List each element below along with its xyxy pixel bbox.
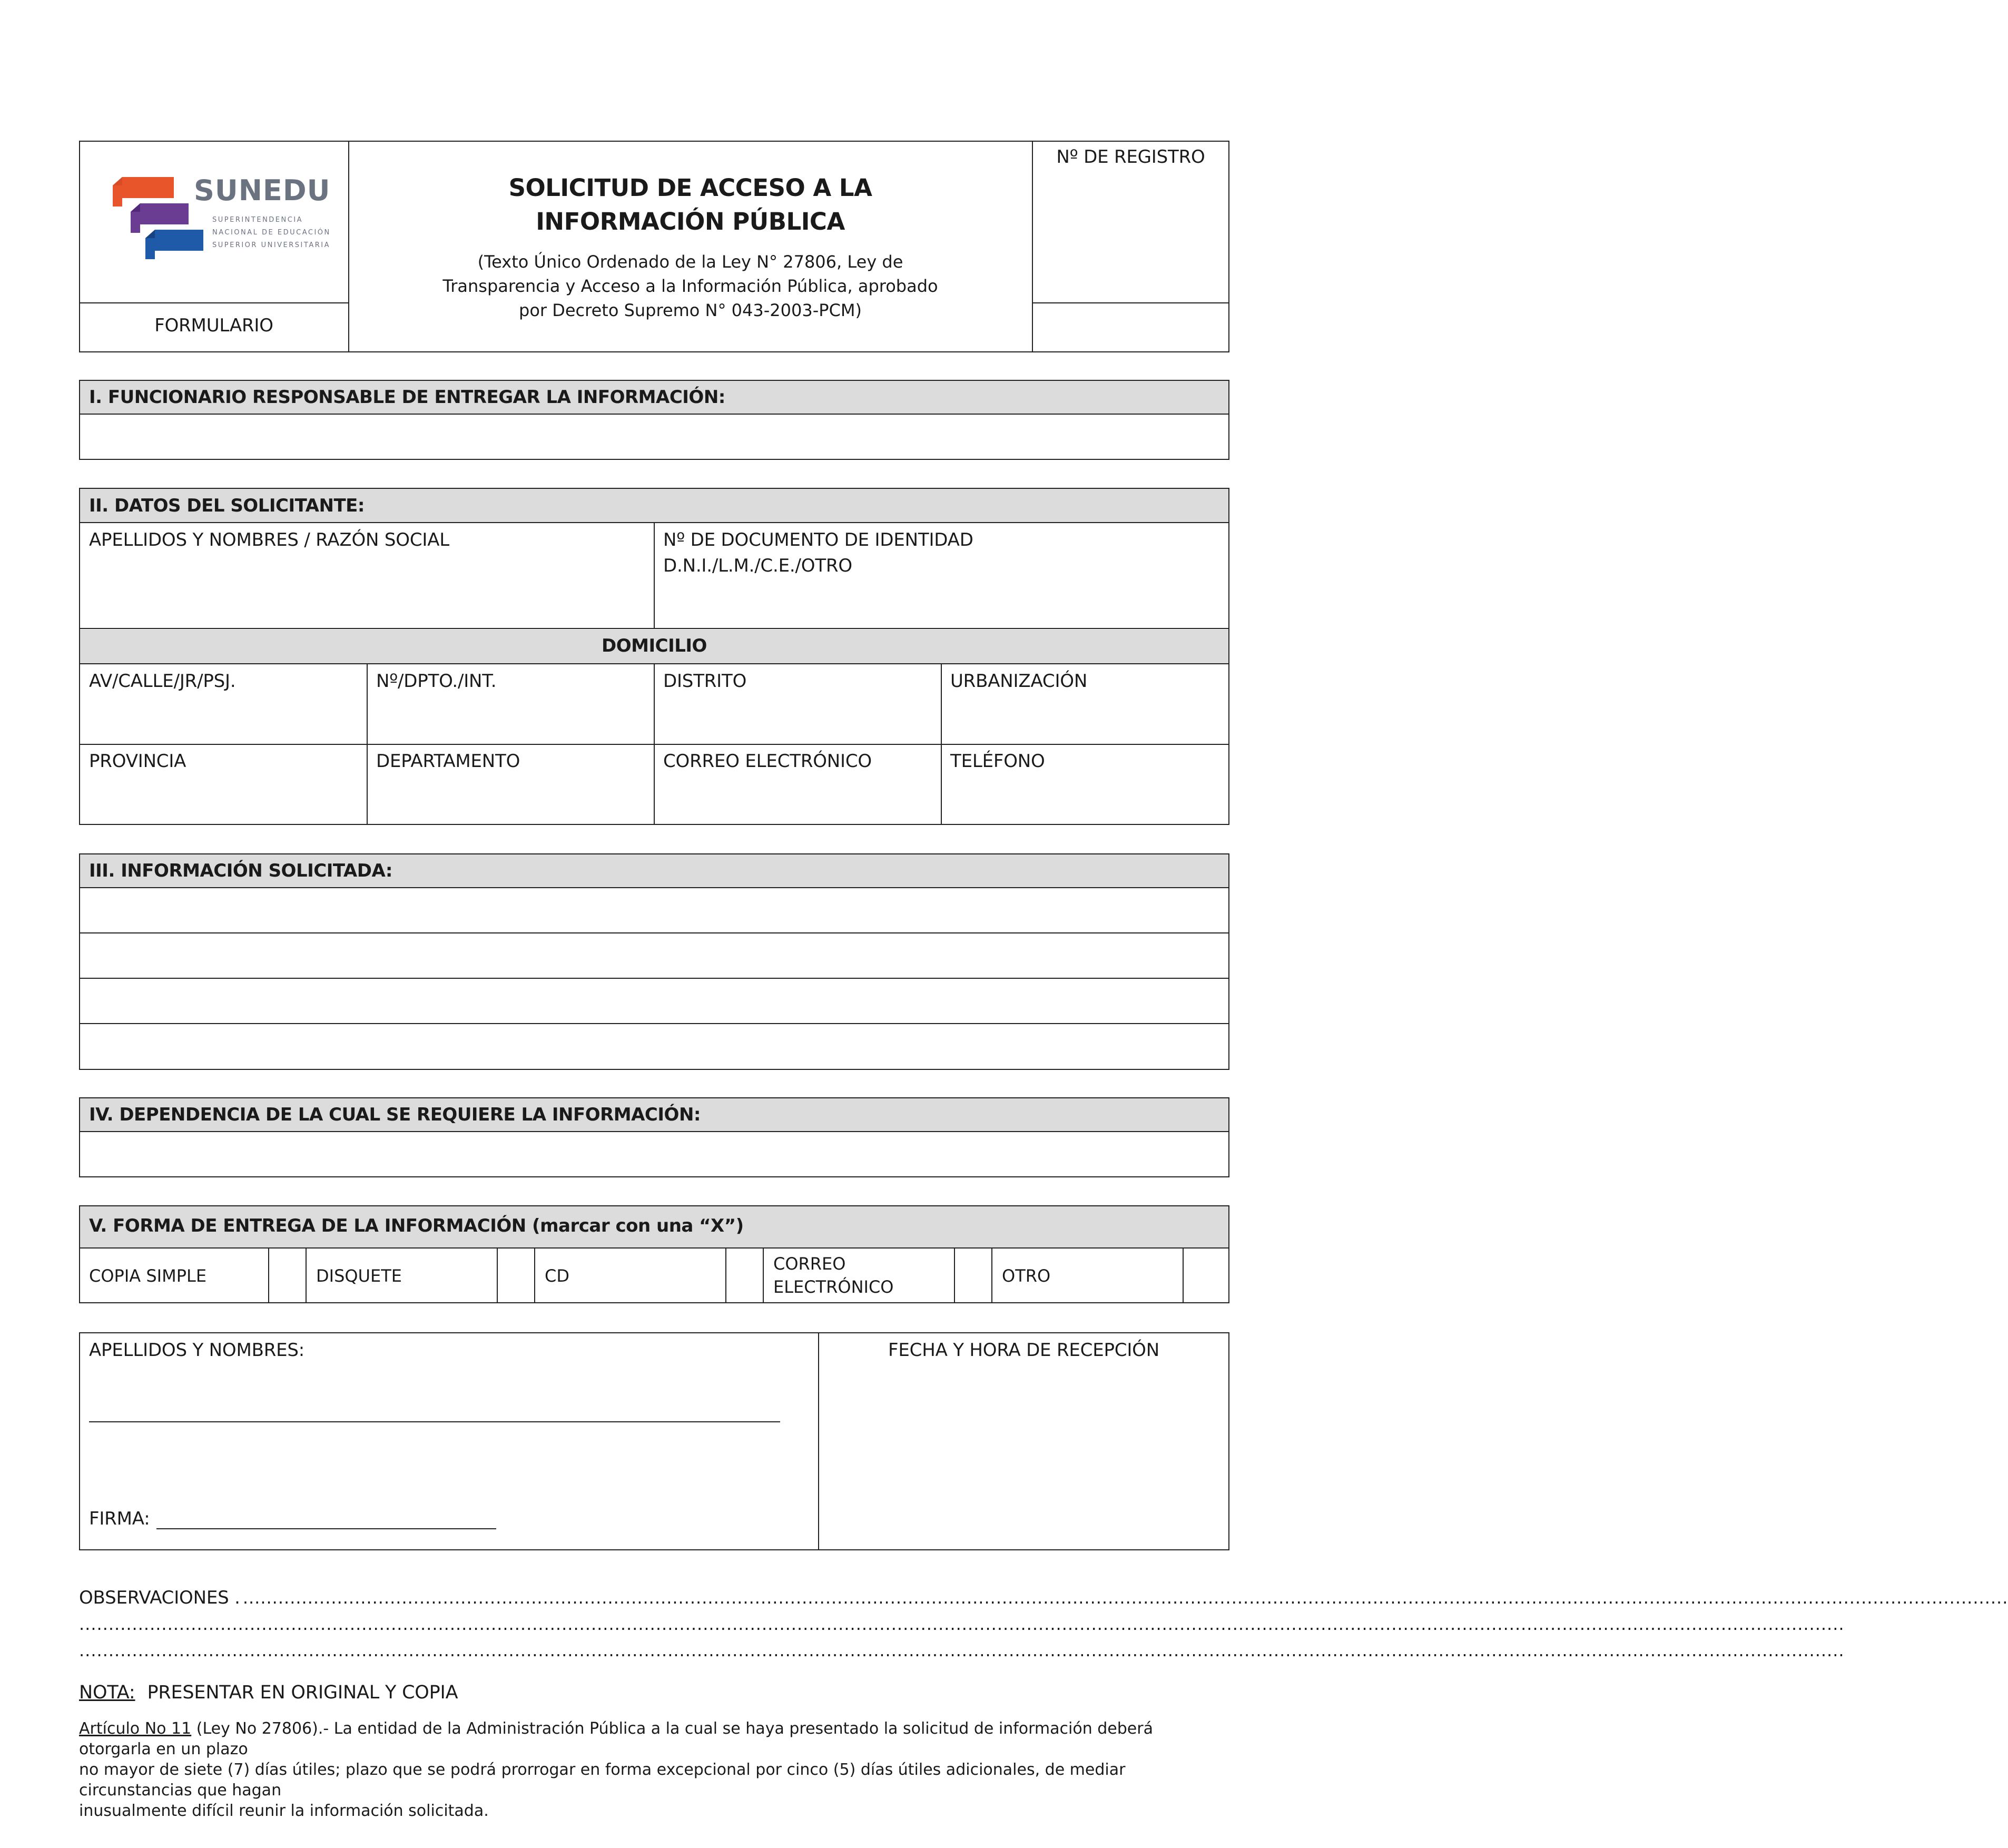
distrito-label: DISTRITO [663, 671, 747, 692]
section1-header-line [79, 414, 1229, 415]
section2-vline-top [654, 522, 655, 628]
copia-simple-checkbox[interactable] [270, 1249, 304, 1302]
section3-header-line [79, 887, 1229, 888]
section3-title: III. INFORMACIÓN SOLICITADA: [89, 860, 393, 881]
articulo-line3: inusualmente difícil reunir la información solicitada. [79, 1802, 489, 1820]
articulo-label: Artículo No 11 [79, 1719, 192, 1738]
disquete-option: DISQUETE [316, 1266, 402, 1286]
s5-vline-8 [991, 1247, 992, 1303]
fecha-recepcion-label: FECHA Y HORA DE RECEPCIÓN [888, 1340, 1159, 1361]
provincia-label: PROVINCIA [89, 751, 186, 772]
logo-name: SUNEDU [194, 174, 331, 207]
form-subtitle [349, 250, 1032, 322]
correo-option-1: CORREO [773, 1254, 846, 1274]
section4-header-line [79, 1131, 1229, 1132]
informacion-input-2[interactable] [81, 934, 1228, 977]
urbanizacion-label: URBANIZACIÓN [950, 671, 1088, 692]
signature-divider [818, 1332, 819, 1550]
section1-title: I. FUNCIONARIO RESPONSABLE DE ENTREGAR LA INFORMACIÓN: [89, 387, 725, 408]
registro-field[interactable] [1033, 304, 1228, 351]
urbanizacion-input[interactable] [942, 698, 1228, 742]
section5-title: V. FORMA DE ENTREGA DE LA INFORMACIÓN (marcar con una “X”) [89, 1215, 744, 1236]
disquete-checkbox[interactable] [498, 1249, 533, 1302]
domicilio-title: DOMICILIO [602, 635, 707, 656]
section5-header-line [79, 1247, 1229, 1249]
informacion-input-4[interactable] [81, 1025, 1228, 1068]
cd-checkbox[interactable] [727, 1249, 762, 1302]
nota-label: NOTA: [79, 1682, 135, 1703]
apellidos-label: APELLIDOS Y NOMBRES / RAZÓN SOCIAL [89, 529, 449, 551]
calle-input[interactable] [81, 698, 366, 742]
correo-label: CORREO ELECTRÓNICO [663, 751, 872, 772]
funcionario-input[interactable] [81, 415, 1228, 458]
registro-label: Nº DE REGISTRO [1056, 146, 1205, 168]
articulo-line1-text: (Ley No 27806).- La entidad de la Administración Pública a la cual se haya presentado la solicitud de información deberá otorgarla en un plazo [79, 1719, 1153, 1758]
domicilio-mid-line [79, 744, 1229, 745]
subtitle-line2: Transparencia y Acceso a la Información Pública, aprobado [442, 276, 938, 296]
distrito-input[interactable] [655, 698, 940, 742]
form-title [349, 171, 1032, 239]
articulo-line1 [79, 1718, 1229, 1759]
formulario-label: FORMULARIO [154, 315, 273, 336]
numero-label: Nº/DPTO./INT. [376, 671, 497, 692]
s5-vline-1 [268, 1247, 269, 1303]
apellidos-nombres-line[interactable] [89, 1421, 780, 1422]
title-line1: SOLICITUD DE ACCESO A LA [508, 174, 872, 202]
documento-label-2: D.N.I./L.M./C.E./OTRO [663, 555, 852, 576]
section3-row-line-1 [79, 932, 1229, 933]
logo-subtitle-line1: SUPERINTENDENCIA [212, 216, 303, 224]
observaciones-dots-1[interactable]: ............................................................................................................................................................................................................................................................................................................ [242, 1588, 2008, 1608]
observaciones-dots-2[interactable]: ............................................................................................................................................................................................................................................................................................................ [79, 1614, 1845, 1634]
telefono-label: TELÉFONO [950, 751, 1045, 772]
numero-input[interactable] [368, 698, 653, 742]
cd-option: CD [545, 1266, 569, 1286]
telefono-input[interactable] [942, 779, 1228, 823]
calle-label: AV/CALLE/JR/PSJ. [89, 671, 236, 692]
firma-line[interactable] [156, 1528, 496, 1529]
informacion-input-3[interactable] [81, 979, 1228, 1023]
correo-checkbox[interactable] [956, 1249, 990, 1302]
departamento-label: DEPARTAMENTO [376, 751, 520, 772]
nota-row [79, 1682, 458, 1703]
documento-label-1: Nº DE DOCUMENTO DE IDENTIDAD [663, 529, 973, 551]
s5-vline-6 [763, 1247, 764, 1303]
header-divider-right [1032, 141, 1033, 352]
signature-box [79, 1332, 1229, 1550]
apellidos-nombres-label: APELLIDOS Y NOMBRES: [89, 1340, 305, 1361]
logo-subtitle [212, 214, 331, 252]
documento-input[interactable] [655, 579, 1228, 627]
correo-input[interactable] [655, 779, 940, 823]
informacion-input-1[interactable] [81, 889, 1228, 932]
departamento-input[interactable] [368, 779, 653, 823]
s5-vline-7 [954, 1247, 955, 1303]
section3-row-line-2 [79, 978, 1229, 979]
articulo-text [79, 1718, 1229, 1821]
s5-vline-2 [306, 1247, 307, 1303]
firma-label: FIRMA: [89, 1508, 150, 1529]
otro-checkbox[interactable] [1184, 1249, 1228, 1302]
title-line2: INFORMACIÓN PÚBLICA [536, 208, 845, 235]
apellidos-input[interactable] [81, 558, 653, 627]
section2-title: II. DATOS DEL SOLICITANTE: [89, 495, 365, 516]
s5-vline-9 [1183, 1247, 1184, 1303]
header-hline-right [1032, 302, 1229, 303]
articulo-line2: no mayor de siete (7) días útiles; plazo que se podrá prorrogar en forma excepcional por cinco (5) días útiles adicionales, de mediar circunstancias que hagan [79, 1761, 1126, 1800]
observaciones-row-1 [79, 1587, 2008, 1610]
header-hline-left [79, 302, 349, 303]
dependencia-input[interactable] [81, 1133, 1228, 1176]
observaciones-label: OBSERVACIONES . [79, 1587, 240, 1608]
section3-row-line-3 [79, 1023, 1229, 1024]
copia-simple-option: COPIA SIMPLE [89, 1266, 207, 1286]
domicilio-top-line [79, 628, 1229, 629]
s5-vline-3 [497, 1247, 498, 1303]
section4-title: IV. DEPENDENCIA DE LA CUAL SE REQUIERE LA INFORMACIÓN: [89, 1104, 701, 1125]
subtitle-line3: por Decreto Supremo N° 043-2003-PCM) [519, 300, 862, 320]
logo-subtitle-line2: NACIONAL DE EDUCACIÓN [212, 229, 331, 237]
sunedu-logo-icon [111, 174, 205, 274]
correo-option-2: ELECTRÓNICO [773, 1277, 894, 1297]
s5-vline-4 [534, 1247, 535, 1303]
otro-option: OTRO [1002, 1266, 1051, 1286]
subtitle-line1: (Texto Único Ordenado de la Ley N° 27806, Ley de [477, 252, 903, 272]
observaciones-dots-3[interactable]: ............................................................................................................................................................................................................................................................................................................ [79, 1640, 1845, 1660]
nota-text: PRESENTAR EN ORIGINAL Y COPIA [147, 1682, 458, 1703]
logo-subtitle-line3: SUPERIOR UNIVERSITARIA [212, 241, 330, 249]
provincia-input[interactable] [81, 779, 366, 823]
s5-vline-5 [725, 1247, 726, 1303]
